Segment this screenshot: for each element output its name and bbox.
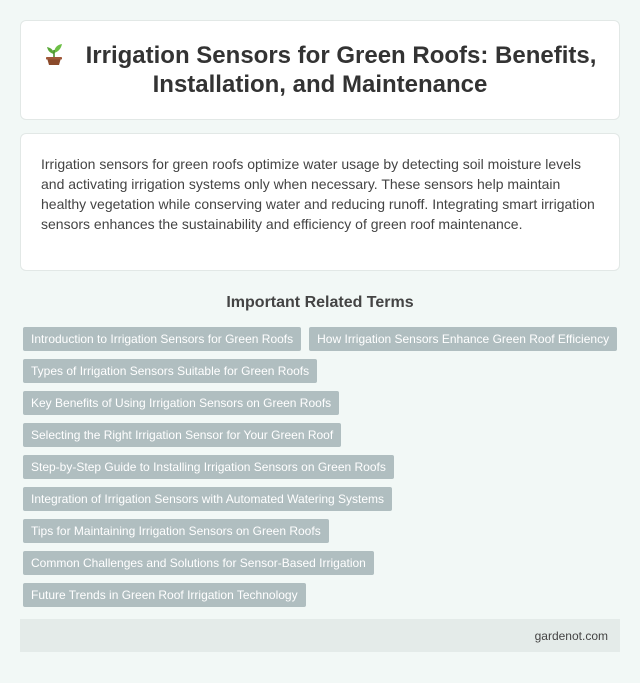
footer-site-name: gardenot.com: [534, 628, 608, 643]
title-card: [20, 20, 620, 120]
related-term-link[interactable]: Common Challenges and Solutions for Sensor-Based Irrigation: [23, 551, 374, 575]
related-term-link[interactable]: How Irrigation Sensors Enhance Green Roof Efficiency: [309, 327, 617, 351]
related-term-link[interactable]: Introduction to Irrigation Sensors for Green Roofs: [23, 327, 301, 351]
related-terms-list: [20, 327, 620, 607]
related-term-link[interactable]: Step-by-Step Guide to Installing Irrigation Sensors on Green Roofs: [23, 455, 394, 479]
sprout-icon: [44, 42, 64, 66]
related-term-link[interactable]: Selecting the Right Irrigation Sensor for Your Green Roof: [23, 423, 341, 447]
related-term-link[interactable]: Future Trends in Green Roof Irrigation Technology: [23, 583, 306, 607]
page-title: [41, 41, 599, 99]
related-term-link[interactable]: Types of Irrigation Sensors Suitable for Green Roofs: [23, 359, 317, 383]
description-card: [20, 133, 620, 271]
page-title-text: Irrigation Sensors for Green Roofs: Benefits, Installation, and Maintenance: [85, 42, 597, 98]
related-term-link[interactable]: Integration of Irrigation Sensors with Automated Watering Systems: [23, 487, 392, 511]
footer: [20, 619, 620, 652]
description-text: Irrigation sensors for green roofs optimize water usage by detecting soil moisture levels and activating irrigation systems only when necessary. These sensors help maintain healthy vegetation while conserving water and reducing runoff. Integrating smart irrigation sensors enhances the sustainability and efficiency of green roof maintenance.: [41, 156, 595, 232]
related-term-link[interactable]: Key Benefits of Using Irrigation Sensors on Green Roofs: [23, 391, 339, 415]
related-term-link[interactable]: Tips for Maintaining Irrigation Sensors on Green Roofs: [23, 519, 329, 543]
related-terms-heading: Important Related Terms: [226, 294, 414, 311]
